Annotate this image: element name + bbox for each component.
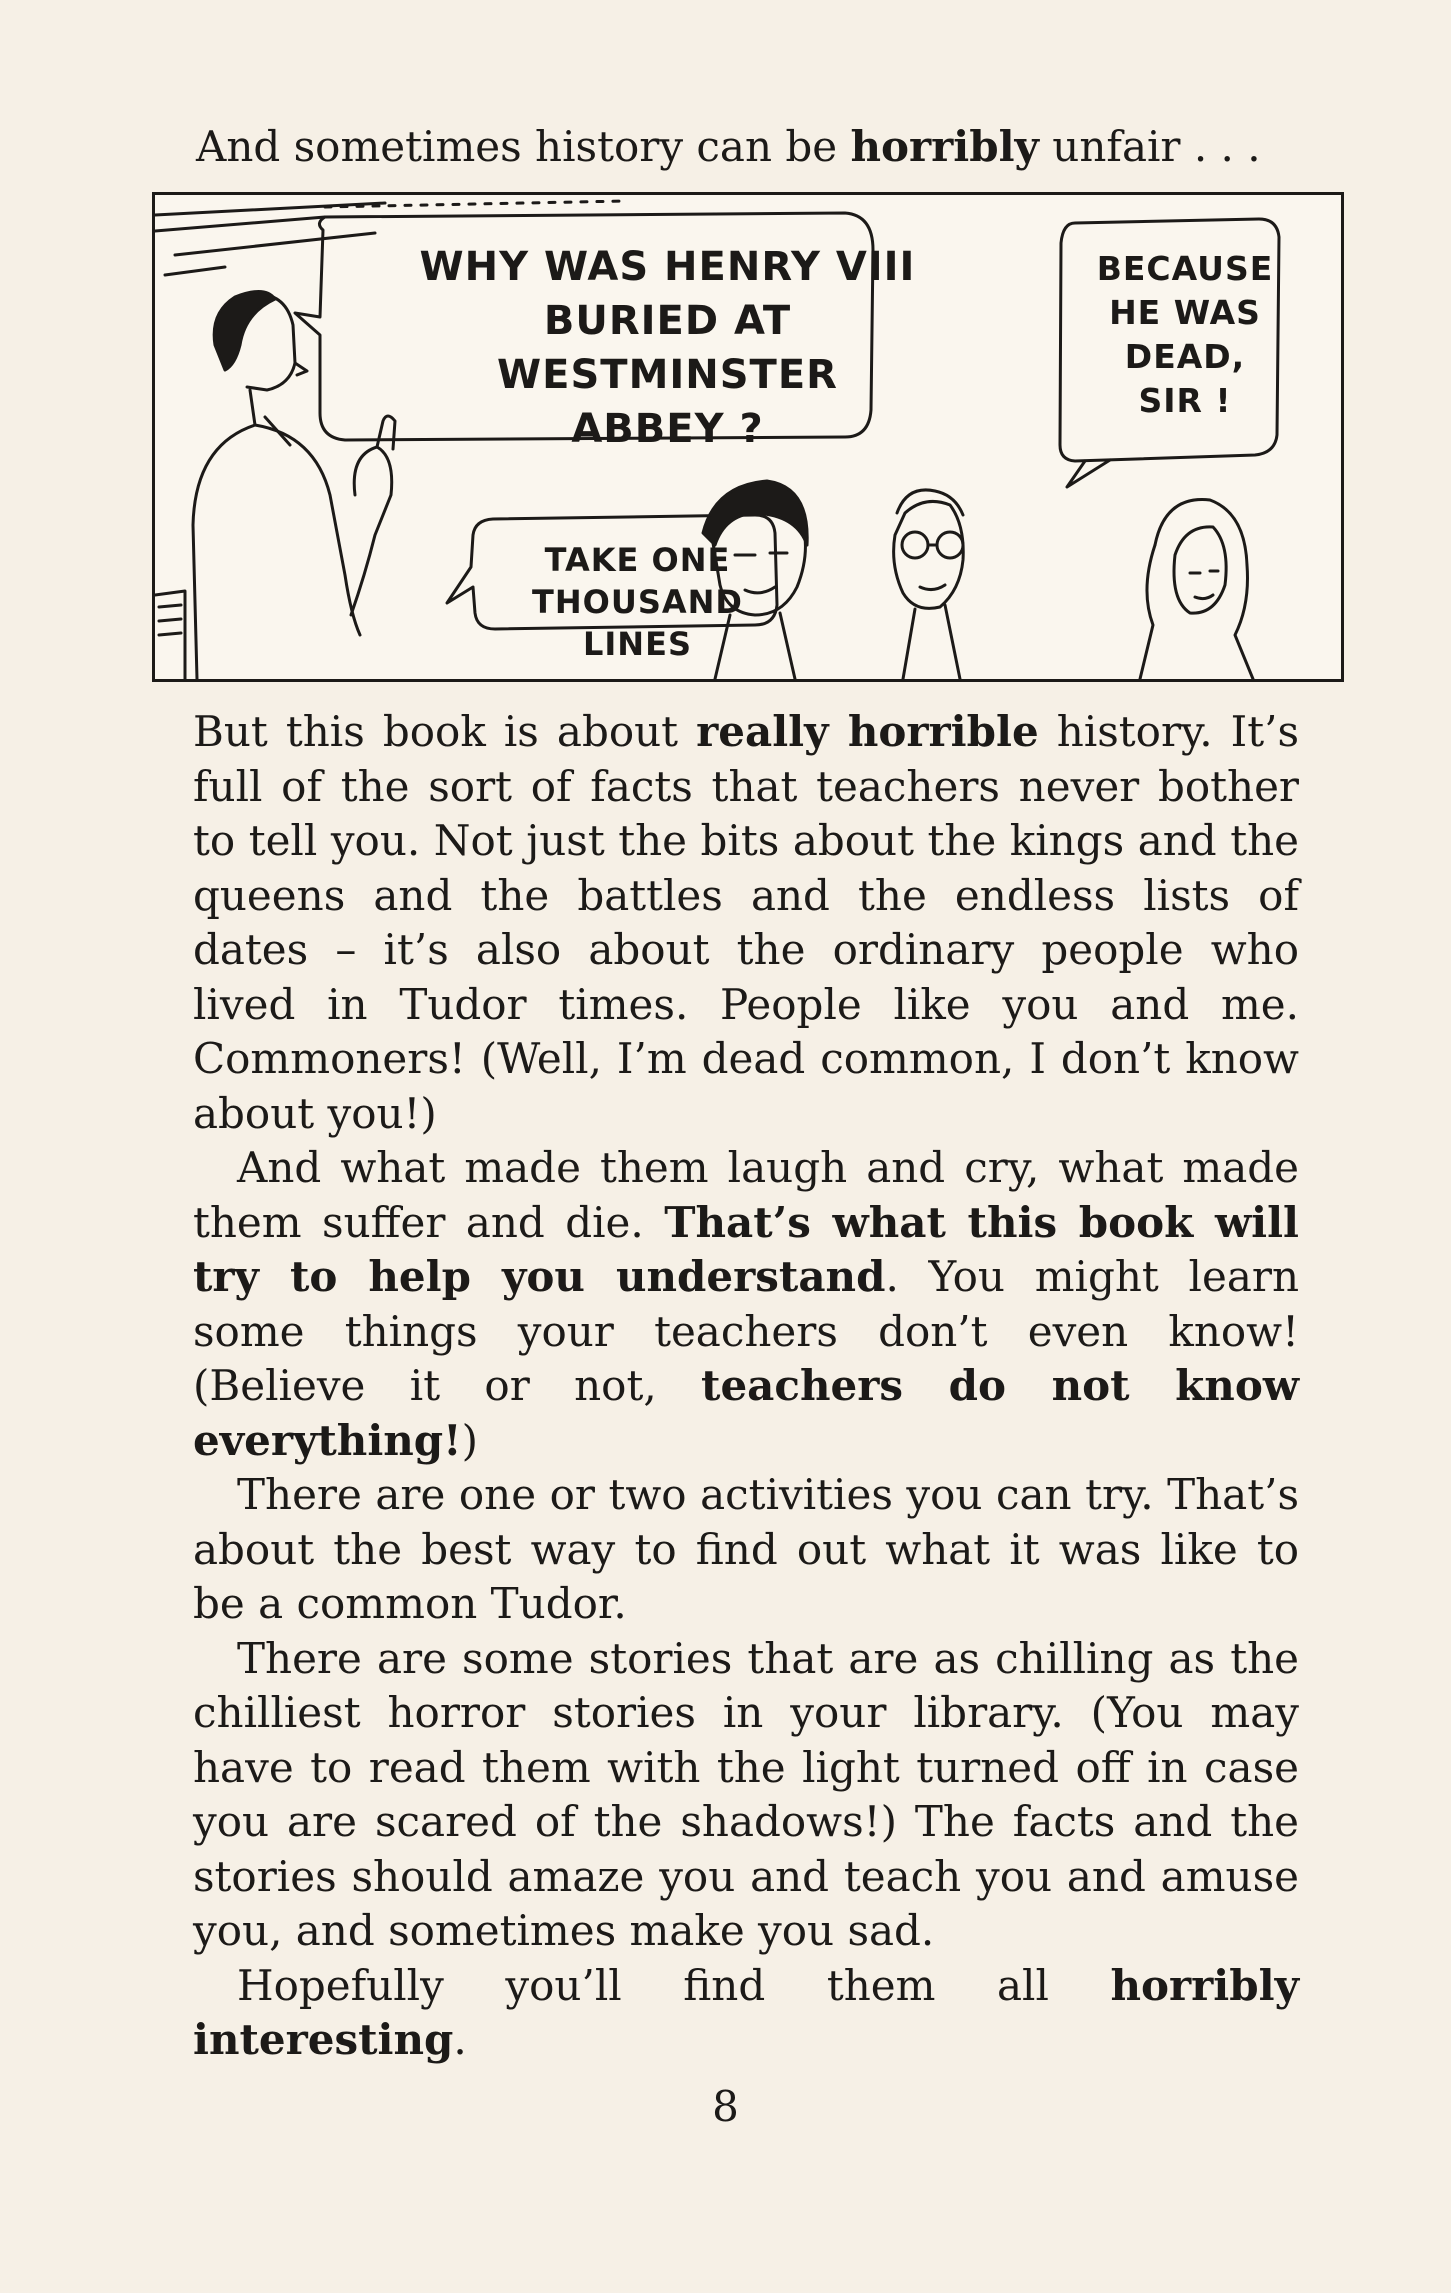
paragraph-1: [193, 705, 1299, 1141]
reply-line: THOUSAND LINES: [532, 583, 743, 663]
paragraph-2: [193, 1141, 1299, 1468]
paragraph-text: .: [453, 2015, 467, 2064]
paragraph-emphasis: teachers do not know everything!: [193, 1361, 1299, 1465]
question-line: WHY WAS HENRY VIII: [419, 244, 916, 290]
teacher-reply-bubble-text: [485, 539, 790, 665]
paragraph-text: There are one or two activities you can try. That’s about the best way to find out what it was like to be a common Tudor.: [193, 1470, 1299, 1628]
paragraph-3: [193, 1468, 1299, 1632]
cartoon-illustration: [152, 192, 1344, 682]
intro-line: [196, 118, 1296, 176]
answer-bubble-text: [1080, 247, 1290, 423]
paragraph-emphasis: really horrible: [696, 707, 1039, 756]
question-bubble-text: [390, 240, 945, 456]
answer-line: DEAD,: [1124, 337, 1246, 376]
paragraph-text: There are some stories that are as chilling as the chilliest horror stories in your library. (You may have to read them with the light turned off in case you are scared of the shadows!) The facts and the stories should amaze you and teach you and amuse you, and sometimes make you sad.: [193, 1633, 1299, 1955]
paragraph-text: history. It’s full of the sort of facts that teachers never bother to tell you. Not just the bits about the kings and the queens and the battles and the endless lists of dates – it’s also about the ordinary people who lived in Tudor times. People like you and me. Commoners! (Well, I’m dead common, I don’t know about you!): [193, 707, 1299, 1138]
intro-emphasis: horribly: [850, 122, 1039, 171]
paragraph-text: ): [461, 1415, 479, 1465]
paragraph-5: [193, 1959, 1299, 2068]
question-line: BURIED AT WESTMINSTER: [497, 298, 838, 398]
paragraph-text: Hopefully you’ll find them all: [237, 1960, 1111, 2010]
paragraph-emphasis: That’s what this book will try to help you understand: [193, 1197, 1299, 1301]
answer-line: BECAUSE: [1096, 249, 1274, 288]
answer-line: SIR !: [1138, 381, 1232, 420]
paragraph-text: . You might learn some things your teachers don’t even know! (Believe it or not,: [193, 1252, 1299, 1410]
page-number: 8: [712, 2082, 739, 2131]
paragraph-emphasis: horribly interesting: [193, 1960, 1299, 2064]
reply-line: TAKE ONE: [544, 541, 731, 579]
paragraph-text: And what made them laugh and cry, what made them suffer and die.: [193, 1143, 1299, 1247]
answer-line: HE WAS: [1109, 293, 1261, 332]
question-line: ABBEY ?: [571, 406, 764, 452]
intro-text: And sometimes history can be: [196, 122, 851, 171]
body-text: [193, 705, 1299, 2068]
paragraph-4: [193, 1632, 1299, 1959]
paragraph-text: But this book is about: [193, 707, 697, 756]
intro-text-end: unfair . . .: [1038, 122, 1261, 171]
